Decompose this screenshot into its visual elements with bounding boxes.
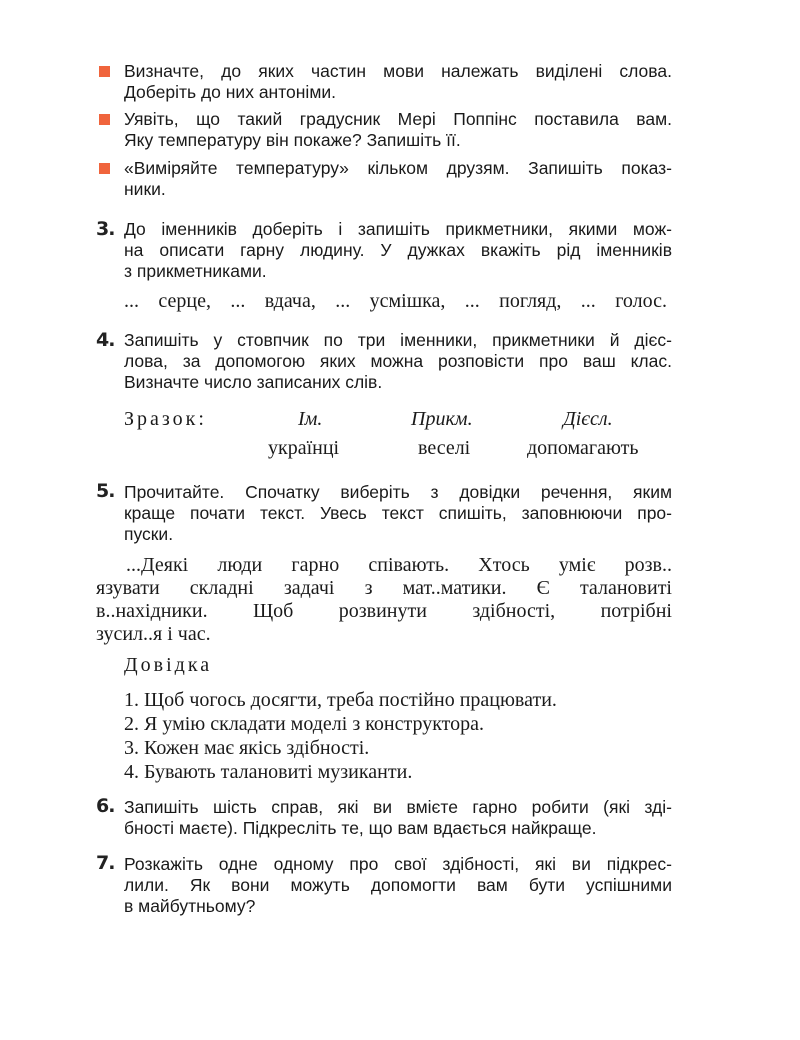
bullet-marker-2 <box>99 114 110 125</box>
bullet-3-line-1: «Виміряйте температуру» кільком друзям. Запишіть показ- <box>124 158 672 178</box>
col-header-adjective: Прикм. <box>411 408 473 430</box>
task-3-line-1: До іменників доберіть і запишіть прикметники, якими мож- <box>124 219 672 239</box>
passage-line-1: ...Деякі люди гарно співають. Хтось уміє розв.. <box>126 554 672 576</box>
reference-item-1: 1. Щоб чогось досягти, треба постійно працювати. <box>124 689 557 711</box>
bullet-item-3 <box>124 158 672 200</box>
reference-list <box>124 688 557 784</box>
col-value-noun: українці <box>268 437 340 459</box>
task-5-line-1: Прочитайте. Спочатку виберіть з довідки речення, яким <box>124 482 672 502</box>
task-5-line-2: краще почати текст. Увесь текст спишіть, заповнюючи про- <box>124 503 672 523</box>
task-7-line-3: в майбутньому? <box>124 896 256 916</box>
bullet-2-line-1: Уявіть, що такий градусник Мері Поппінс поставила вам. <box>124 109 672 129</box>
task-7-number: 7. <box>96 852 115 874</box>
bullet-3-line-2: ники. <box>124 179 166 199</box>
sample-label: Зразок: <box>124 408 207 430</box>
col-value-verb: допомагають <box>527 437 639 459</box>
bullet-1-line-1: Визначте, до яких частин мови належать виділені слова. <box>124 61 672 81</box>
task-4-number: 4. <box>96 329 115 351</box>
bullet-marker-1 <box>99 66 110 77</box>
task-5-line-3: пуски. <box>124 524 174 544</box>
task-6-line-1: Запишіть шість справ, які ви вмієте гарно робити (які зді- <box>124 797 672 817</box>
task-3-line-2: на описати гарну людину. У дужках вкажіть рід іменників <box>124 240 672 260</box>
task-4-text <box>124 330 672 393</box>
bullet-2-line-2: Яку температуру він покаже? Запишіть її. <box>124 130 461 150</box>
bullet-item-2 <box>124 109 672 151</box>
task-6-number: 6. <box>96 795 115 817</box>
task-5-number: 5. <box>96 480 115 502</box>
col-header-verb: Дієсл. <box>563 408 613 430</box>
task-5-passage <box>124 554 672 577</box>
passage-line-4: зусил..я і час. <box>96 623 211 645</box>
bullet-1-line-2: Доберіть до них антоніми. <box>124 82 336 102</box>
bullet-item-1 <box>124 61 672 103</box>
passage-line-2: язувати складні задачі з мат..матики. Є талановиті <box>96 577 672 599</box>
task-6-text <box>124 797 672 839</box>
task-5-text <box>124 482 672 545</box>
col-header-noun: Ім. <box>298 408 323 430</box>
task-7-text <box>124 854 672 917</box>
reference-item-4: 4. Бувають талановиті музиканти. <box>124 761 413 783</box>
reference-item-3: 3. Кожен має якісь здібності. <box>124 737 370 759</box>
task-4-line-1: Запишіть у стовпчик по три іменники, прикметники й дієс- <box>124 330 672 350</box>
col-value-adjective: веселі <box>418 437 471 459</box>
task-6-line-2: бності маєте). Підкресліть те, що вам вдається найкраще. <box>124 818 597 838</box>
task-7-line-2: лили. Як вони можуть допомогти вам бути успішними <box>124 875 672 895</box>
task-3-line-3: з прикметниками. <box>124 261 267 281</box>
task-5-passage-cont <box>96 577 672 646</box>
reference-item-2: 2. Я умію складати моделі з конструктора. <box>124 713 485 735</box>
task-3-text <box>124 219 672 282</box>
task-3-example: ... серце, ... вдача, ... усмішка, ... погляд, ... голос. <box>124 290 667 312</box>
task-4-line-3: Визначте число записаних слів. <box>124 372 383 392</box>
task-3-number: 3. <box>96 218 115 240</box>
task-7-line-1: Розкажіть одне одному про свої здібності, які ви підкрес- <box>124 854 672 874</box>
passage-line-3: в..нахідники. Щоб розвинути здібності, потрібні <box>96 600 672 622</box>
bullet-marker-3 <box>99 163 110 174</box>
task-4-line-2: лова, за допомогою яких можна розповісти про ваш клас. <box>124 351 672 371</box>
reference-label: Довідка <box>124 654 213 676</box>
